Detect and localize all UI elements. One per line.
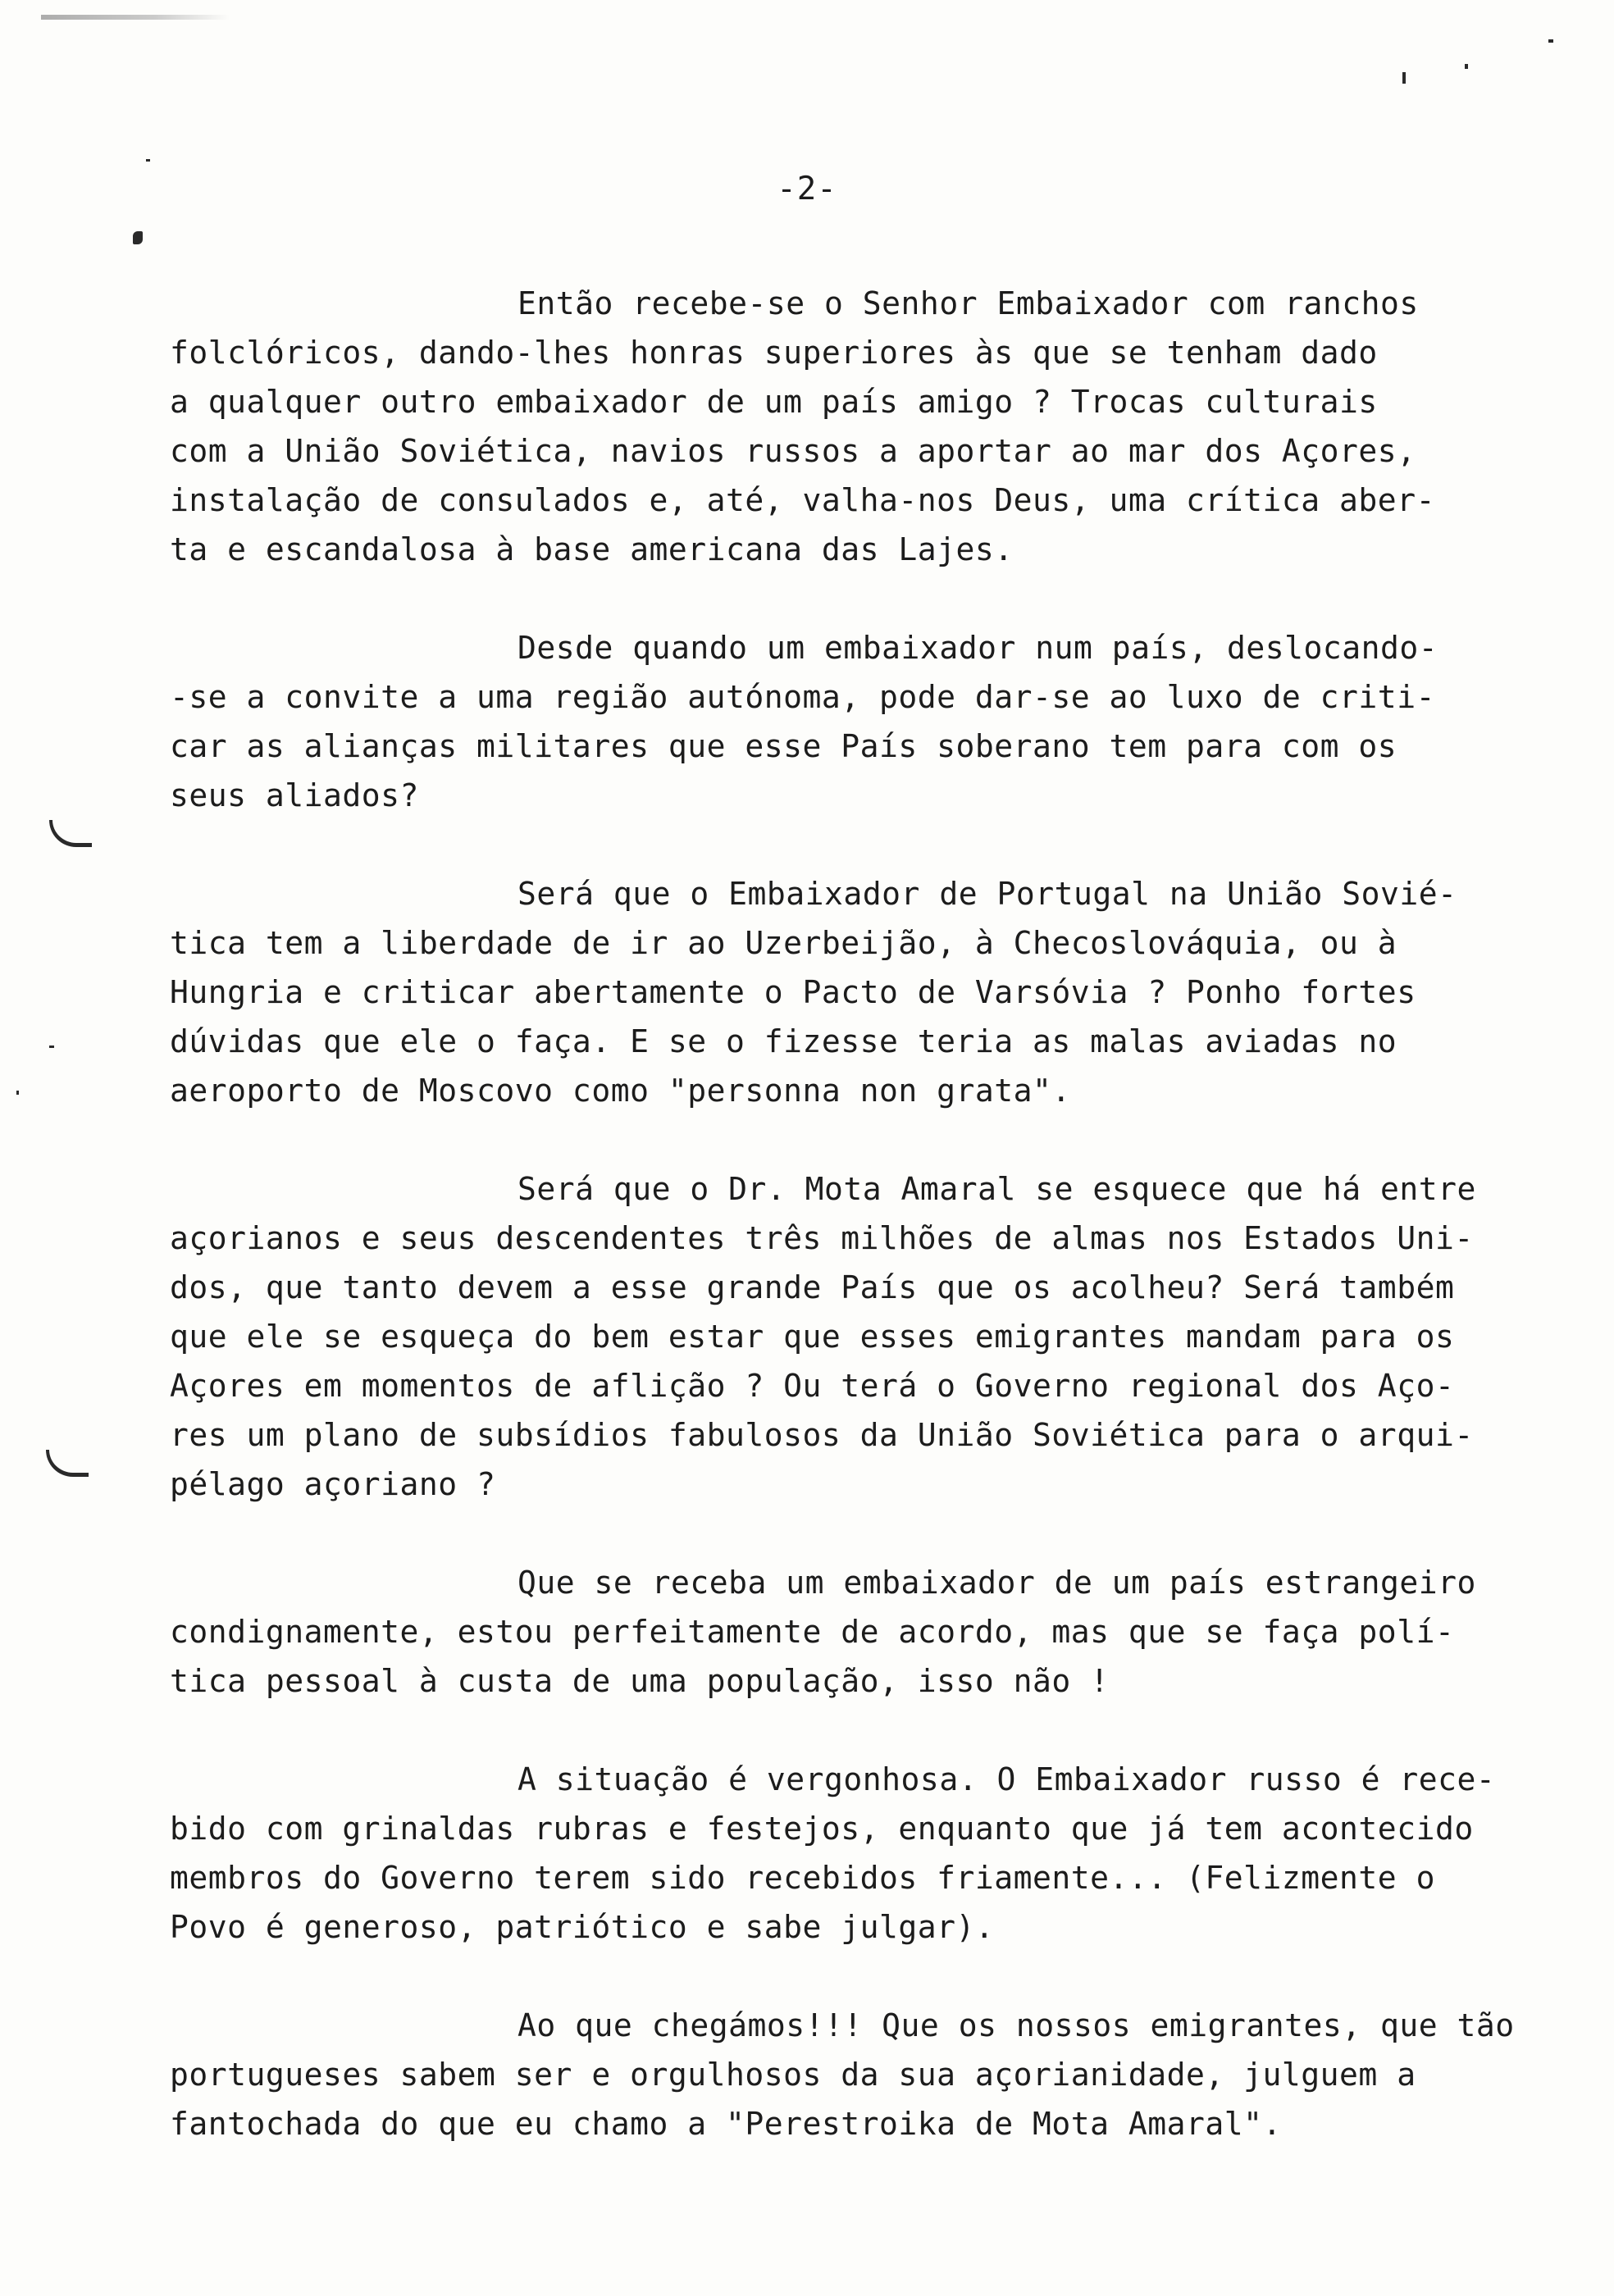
- text-line: membros do Governo terem sido recebidos friamente... (Felizmente o: [170, 1860, 1435, 1896]
- punch-hole-mark: [46, 1450, 89, 1477]
- text-line: Que se receba um embaixador de um país estrangeiro: [517, 1565, 1476, 1601]
- punch-hole-mark: [49, 820, 92, 847]
- text-line: fantochada do que eu chamo a "Perestroika de Mota Amaral".: [170, 2106, 1282, 2142]
- text-line: a qualquer outro embaixador de um país amigo ? Trocas culturais: [170, 384, 1378, 420]
- text-line: folclóricos, dando-lhes honras superiores às que se tenham dado: [170, 335, 1378, 371]
- text-line: portugueses sabem ser e orgulhosos da sua açorianidade, julguem a: [170, 2057, 1416, 2093]
- text-line: bido com grinaldas rubras e festejos, enquanto que já tem acontecido: [170, 1811, 1474, 1847]
- text-line: A situação é vergonhosa. O Embaixador russo é rece-: [517, 1761, 1496, 1797]
- text-line: seus aliados?: [170, 777, 419, 813]
- text-line: Ao que chegámos!!! Que os nossos emigrantes, que tão: [517, 2007, 1515, 2043]
- scan-speck: [1465, 64, 1468, 69]
- text-line: aeroporto de Moscovo como "personna non grata".: [170, 1073, 1071, 1109]
- scan-smudge: [41, 15, 230, 20]
- text-line: Açores em momentos de aflição ? Ou terá o Governo regional dos Aço-: [170, 1368, 1455, 1404]
- text-line: dúvidas que ele o faça. E se o fizesse teria as malas aviadas no: [170, 1023, 1397, 1059]
- paragraph-6: [170, 1755, 1564, 1952]
- scan-speck: [1402, 72, 1406, 84]
- text-line: -se a convite a uma região autónoma, pode dar-se ao luxo de criti-: [170, 679, 1435, 715]
- paragraph-5: [170, 1558, 1564, 1706]
- scan-speck: [133, 231, 143, 244]
- text-line: res um plano de subsídios fabulosos da União Soviética para o arqui-: [170, 1417, 1474, 1453]
- text-line: tica tem a liberdade de ir ao Uzerbeijão, à Checoslováquia, ou à: [170, 925, 1397, 961]
- scan-speck: [16, 1091, 19, 1095]
- text-line: ta e escandalosa à base americana das Lajes.: [170, 531, 1014, 567]
- paragraph-2: [170, 623, 1564, 820]
- text-line: Será que o Embaixador de Portugal na União Sovié-: [517, 876, 1457, 912]
- text-line: que ele se esqueça do bem estar que esses emigrantes mandam para os: [170, 1319, 1455, 1355]
- text-line: condignamente, estou perfeitamente de acordo, mas que se faça polí-: [170, 1614, 1455, 1650]
- scan-speck: [1548, 39, 1553, 43]
- text-line: Desde quando um embaixador num país, deslocando-: [517, 630, 1438, 666]
- text-line: Hungria e criticar abertamente o Pacto de Varsóvia ? Ponho fortes: [170, 974, 1416, 1010]
- text-line: car as alianças militares que esse País soberano tem para com os: [170, 728, 1397, 764]
- scan-speck: [49, 1046, 54, 1048]
- text-line: Será que o Dr. Mota Amaral se esquece que há entre: [517, 1171, 1476, 1207]
- paragraph-1: [170, 279, 1564, 574]
- text-line: pélago açoriano ?: [170, 1466, 496, 1502]
- text-line: instalação de consulados e, até, valha-nos Deus, uma crítica aber-: [170, 482, 1435, 518]
- paragraph-4: [170, 1164, 1564, 1509]
- paragraph-7: [170, 2001, 1564, 2148]
- text-line: dos, que tanto devem a esse grande País que os acolheu? Será também: [170, 1269, 1455, 1305]
- page-number: -2-: [777, 171, 837, 207]
- text-line: com a União Soviética, navios russos a aportar ao mar dos Açores,: [170, 433, 1416, 469]
- scan-speck: [146, 159, 150, 162]
- paragraph-3: [170, 869, 1564, 1115]
- text-line: Povo é generoso, patriótico e sabe julgar).: [170, 1909, 995, 1945]
- letter-body: [170, 279, 1564, 2198]
- text-line: tica pessoal à custa de uma população, isso não !: [170, 1663, 1110, 1699]
- text-line: açorianos e seus descendentes três milhões de almas nos Estados Uni-: [170, 1220, 1474, 1256]
- text-line: Então recebe-se o Senhor Embaixador com ranchos: [517, 285, 1419, 321]
